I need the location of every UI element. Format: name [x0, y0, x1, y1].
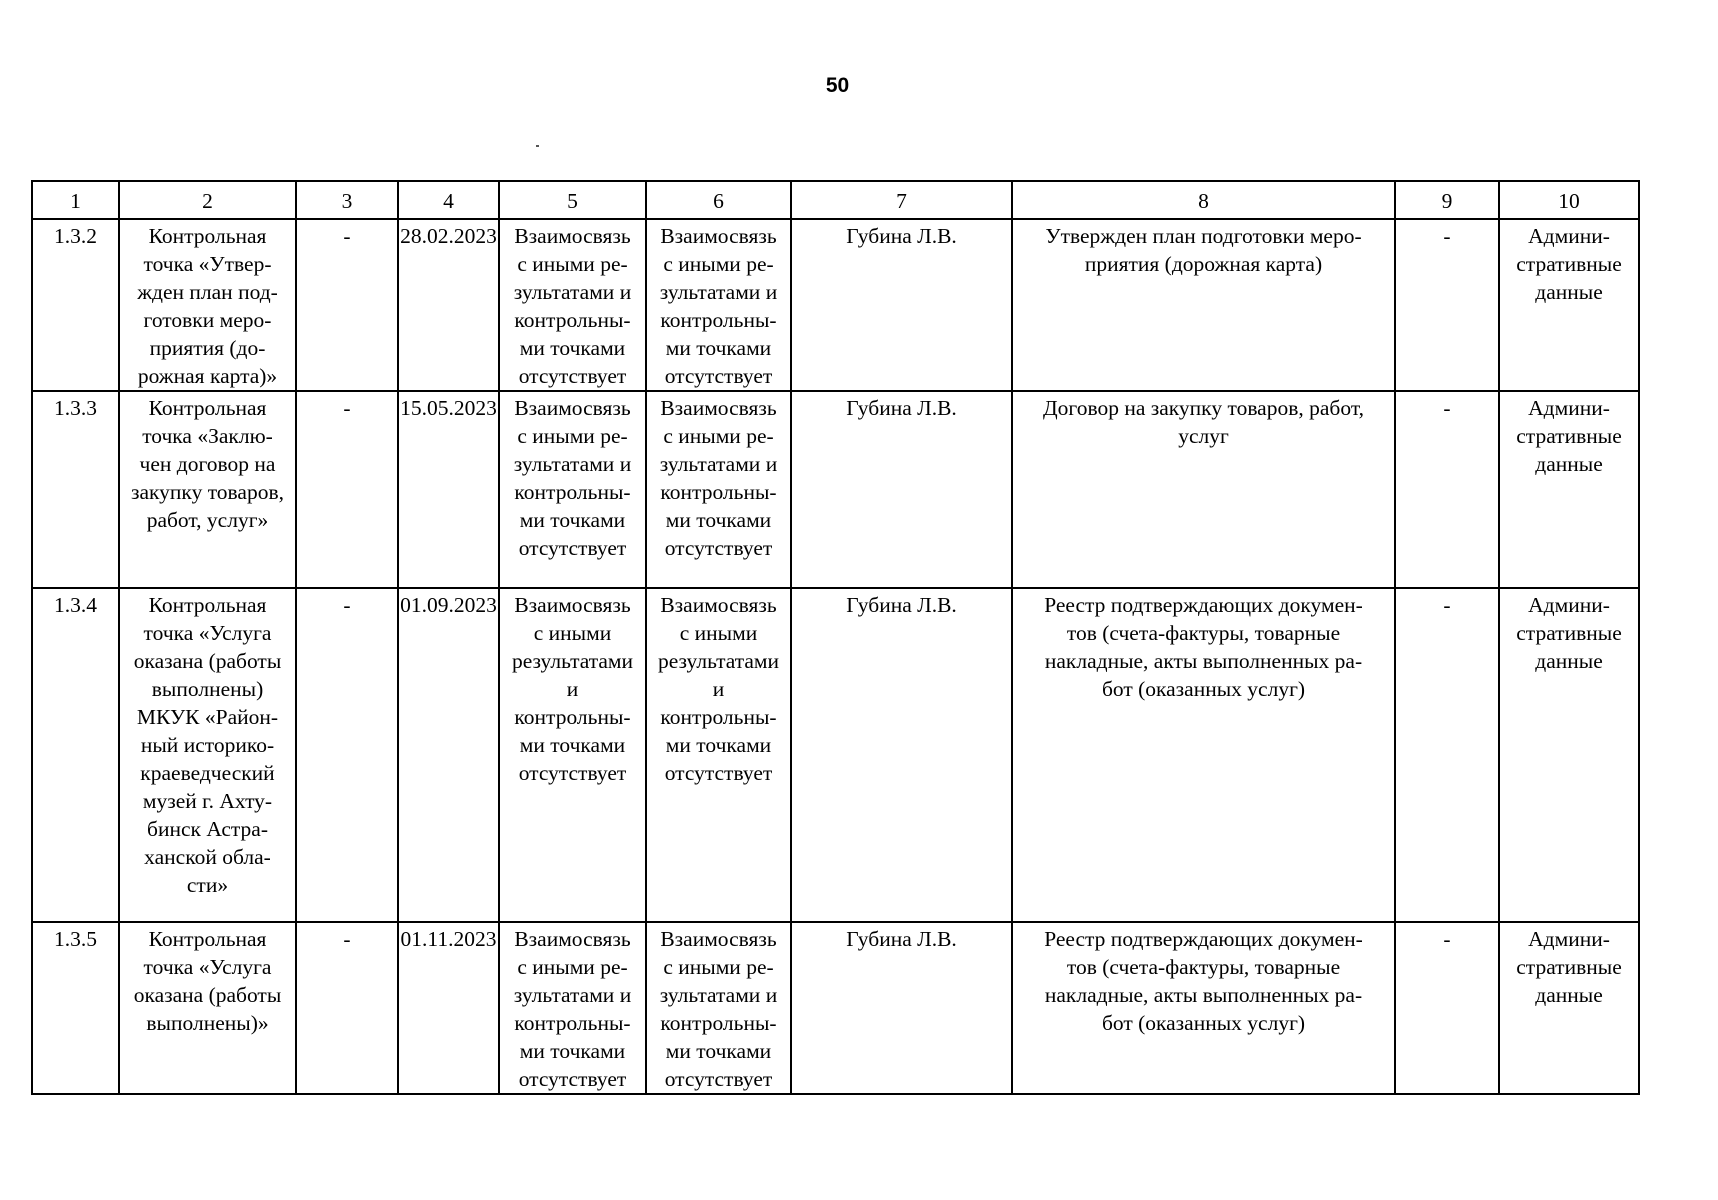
relation-cell: Взаимосвязь с иными ре- зультатами и контрольны- ми точками отсутствует: [499, 391, 646, 588]
row-number: 1.3.5: [32, 922, 119, 1094]
information-source: Админи- стративные данные: [1499, 588, 1639, 922]
column-number-header: 7: [791, 181, 1012, 219]
row-number: 1.3.2: [32, 219, 119, 391]
result-description: Реестр подтверждающих докумен- тов (счета-фактуры, товарные накладные, акты выполненных ра- бот (оказанных услуг): [1012, 588, 1395, 922]
cell-dash: -: [1395, 922, 1499, 1094]
cell-dash: -: [1395, 391, 1499, 588]
due-date: 01.09.2023: [398, 588, 499, 922]
result-description: Договор на закупку товаров, работ, услуг: [1012, 391, 1395, 588]
information-source: Админи- стративные данные: [1499, 922, 1639, 1094]
information-source: Админи- стративные данные: [1499, 219, 1639, 391]
control-point-name: Контрольная точка «Заклю- чен договор на закупку товаров, работ, услуг»: [119, 391, 296, 588]
table-row: [32, 588, 1639, 922]
cell-dash: -: [1395, 588, 1499, 922]
scan-speck: [536, 145, 539, 147]
column-number-header: 8: [1012, 181, 1395, 219]
column-number-header: 5: [499, 181, 646, 219]
table-row: [32, 391, 1639, 588]
cell-dash: -: [296, 391, 398, 588]
responsible-person: Губина Л.В.: [791, 588, 1012, 922]
cell-dash: -: [296, 588, 398, 922]
column-number-header: 2: [119, 181, 296, 219]
responsible-person: Губина Л.В.: [791, 391, 1012, 588]
result-description: Реестр подтверждающих докумен- тов (счета-фактуры, товарные накладные, акты выполненных ра- бот (оказанных услуг): [1012, 922, 1395, 1094]
cell-dash: -: [1395, 219, 1499, 391]
column-number-header: 1: [32, 181, 119, 219]
table-header-row: [32, 181, 1639, 219]
control-points-table: [31, 180, 1640, 1095]
result-description: Утвержден план подготовки меро- приятия (дорожная карта): [1012, 219, 1395, 391]
control-point-name: Контрольная точка «Утвер- жден план под- готовки меро- приятия (до- рожная карта)»: [119, 219, 296, 391]
cell-dash: -: [296, 922, 398, 1094]
page-number: 50: [825, 74, 850, 97]
information-source: Админи- стративные данные: [1499, 391, 1639, 588]
relation-cell: Взаимосвязь с иными результатами и контрольны- ми точками отсутствует: [499, 588, 646, 922]
responsible-person: Губина Л.В.: [791, 219, 1012, 391]
table-row: [32, 219, 1639, 391]
relation-cell: Взаимосвязь с иными ре- зультатами и контрольны- ми точками отсутствует: [646, 922, 791, 1094]
control-point-name: Контрольная точка «Услуга оказана (работы выполнены)»: [119, 922, 296, 1094]
column-number-header: 9: [1395, 181, 1499, 219]
table-row: [32, 922, 1639, 1094]
cell-dash: -: [296, 219, 398, 391]
relation-cell: Взаимосвязь с иными результатами и контрольны- ми точками отсутствует: [646, 588, 791, 922]
due-date: 01.11.2023: [398, 922, 499, 1094]
column-number-header: 6: [646, 181, 791, 219]
due-date: 28.02.2023: [398, 219, 499, 391]
responsible-person: Губина Л.В.: [791, 922, 1012, 1094]
relation-cell: Взаимосвязь с иными ре- зультатами и контрольны- ми точками отсутствует: [646, 219, 791, 391]
relation-cell: Взаимосвязь с иными ре- зультатами и контрольны- ми точками отсутствует: [499, 922, 646, 1094]
relation-cell: Взаимосвязь с иными ре- зультатами и контрольны- ми точками отсутствует: [646, 391, 791, 588]
due-date: 15.05.2023: [398, 391, 499, 588]
relation-cell: Взаимосвязь с иными ре- зультатами и контрольны- ми точками отсутствует: [499, 219, 646, 391]
row-number: 1.3.3: [32, 391, 119, 588]
column-number-header: 4: [398, 181, 499, 219]
control-point-name: Контрольная точка «Услуга оказана (работы выполнены) МКУК «Район- ный историко- краеведческий музей г. Ахту- бинск Астра- ханской обла- сти»: [119, 588, 296, 922]
row-number: 1.3.4: [32, 588, 119, 922]
column-number-header: 3: [296, 181, 398, 219]
column-number-header: 10: [1499, 181, 1639, 219]
